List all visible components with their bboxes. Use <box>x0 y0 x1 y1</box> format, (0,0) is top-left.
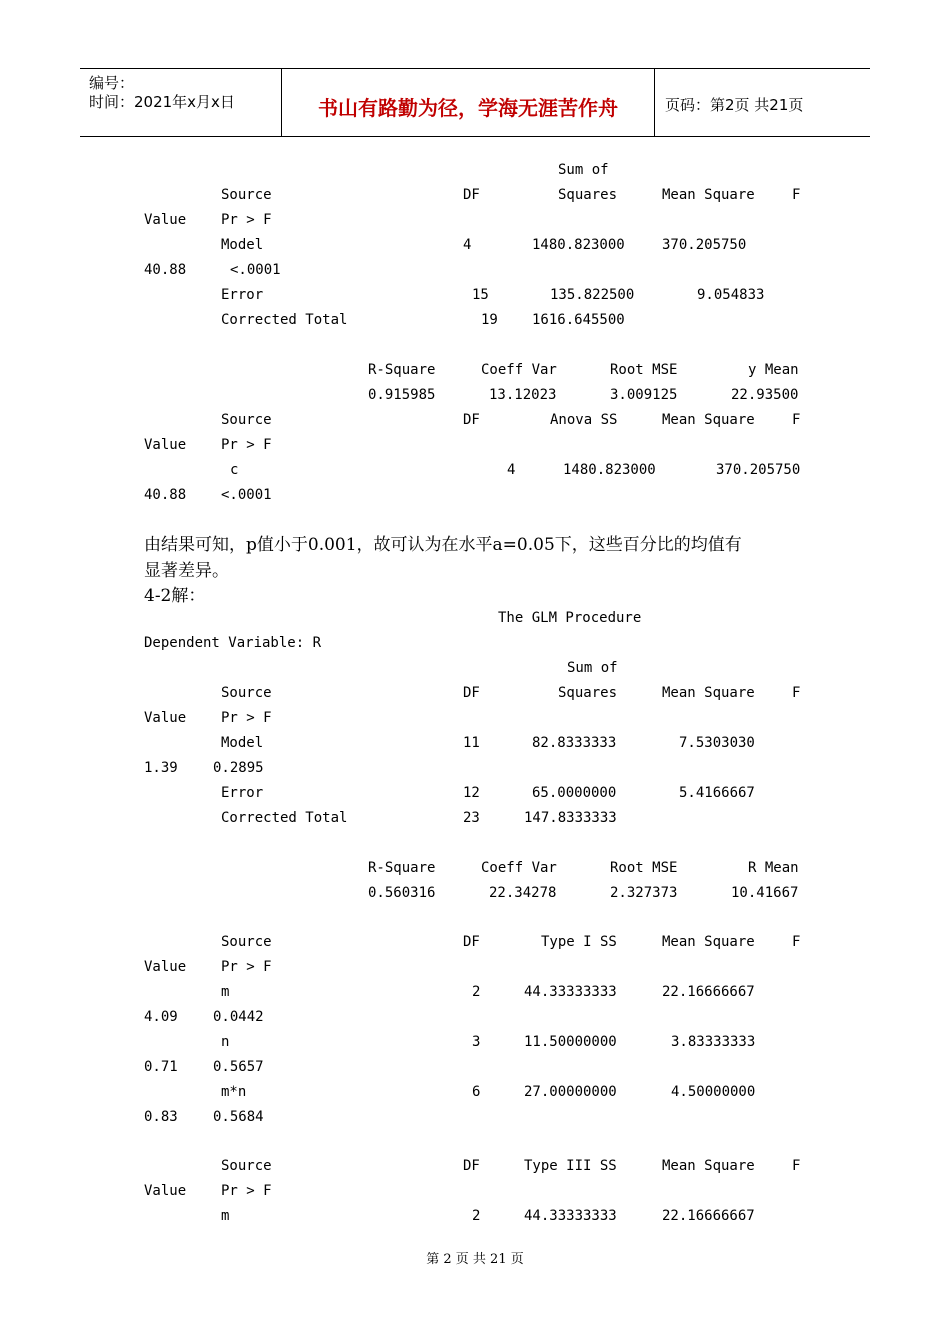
glm-fit-rmse-header: Root MSE <box>610 860 678 876</box>
type1-row-m-label: m <box>221 984 230 1000</box>
type1-source-header: Source <box>221 934 272 950</box>
row-c-df: 4 <box>507 462 516 478</box>
type3-row-m-df: 2 <box>472 1208 481 1224</box>
row-c-ss: 1480.823000 <box>563 462 656 478</box>
type3-f-header: F <box>792 1158 801 1174</box>
col-prf-header: Pr > F <box>221 212 272 228</box>
header-right-cell <box>655 69 870 136</box>
row-error-ss: 135.822500 <box>550 287 635 303</box>
col-source-header: Source <box>221 187 272 203</box>
glm-fit-mean-header: R Mean <box>748 860 799 876</box>
glm-row-error-ms: 5.4166667 <box>679 785 755 801</box>
anova-ss-prf-header: Pr > F <box>221 437 272 453</box>
glm-row-error-df: 12 <box>463 785 480 801</box>
type3-row-m-label: m <box>221 1208 230 1224</box>
type1-df-header: DF <box>463 934 480 950</box>
glm-row-total-df: 23 <box>463 810 480 826</box>
page-header <box>80 68 870 137</box>
fit-mean-header: y Mean <box>748 362 799 378</box>
row-c-p: <.0001 <box>221 487 272 503</box>
type1-row-mn-df: 6 <box>472 1084 481 1100</box>
anova-ss-f-header: F <box>792 412 801 428</box>
glm-row-model-ss: 82.8333333 <box>532 735 617 751</box>
glm-fit-cv-value: 22.34278 <box>489 885 557 901</box>
type1-row-mn-p: 0.5684 <box>213 1109 264 1125</box>
type1-value-header: Value <box>144 959 187 975</box>
glm-row-total-ss: 147.8333333 <box>524 810 617 826</box>
glm-row-model-f: 1.39 <box>144 760 178 776</box>
col-df-header: DF <box>463 187 480 203</box>
glm-col-f-header: F <box>792 685 801 701</box>
col-f-header: F <box>792 187 801 203</box>
glm-col-squares-header: Squares <box>558 685 618 701</box>
row-c-label: c <box>230 462 239 478</box>
glm-fit-cv-header: Coeff Var <box>481 860 557 876</box>
type1-row-mn-ms: 4.50000000 <box>671 1084 756 1100</box>
type1-row-n-label: n <box>221 1034 230 1050</box>
glm-fit-rmse-value: 2.327373 <box>610 885 678 901</box>
type1-row-m-p: 0.0442 <box>213 1009 264 1025</box>
col-mean-square-header: Mean Square <box>662 187 755 203</box>
fit-mean-value: 22.93500 <box>731 387 799 403</box>
row-error-label: Error <box>221 287 264 303</box>
page-footer: 第 2 页 共 21 页 <box>426 1252 524 1267</box>
type1-row-mn-f: 0.83 <box>144 1109 178 1125</box>
type1-prf-header: Pr > F <box>221 959 272 975</box>
glm-row-error-ss: 65.0000000 <box>532 785 617 801</box>
glm-col-value-header: Value <box>144 710 187 726</box>
anova-ss-ms-header: Mean Square <box>662 412 755 428</box>
row-model-ms: 370.205750 <box>662 237 747 253</box>
fit-rmse-header: Root MSE <box>610 362 678 378</box>
glm-col-source-header: Source <box>221 685 272 701</box>
col-value-header: Value <box>144 212 187 228</box>
type1-ss-header: Type I SS <box>541 934 617 950</box>
anova-ss-df-header: DF <box>463 412 480 428</box>
type1-row-m-f: 4.09 <box>144 1009 178 1025</box>
row-total-ss: 1616.645500 <box>532 312 625 328</box>
type1-row-m-ms: 22.16666667 <box>662 984 755 1000</box>
row-model-label: Model <box>221 237 264 253</box>
glm-sum-of-header: Sum of <box>567 660 618 676</box>
glm-dependent-variable: Dependent Variable: R <box>144 635 322 651</box>
glm-col-prf-header: Pr > F <box>221 710 272 726</box>
conclusion-line-2: 显著差异。 <box>144 561 229 581</box>
glm-row-total-label: Corrected Total <box>221 810 348 826</box>
row-model-ss: 1480.823000 <box>532 237 625 253</box>
glm-row-model-p: 0.2895 <box>213 760 264 776</box>
glm-row-error-label: Error <box>221 785 264 801</box>
anova-ss-source-header: Source <box>221 412 272 428</box>
anova-ss-value-header: Value <box>144 437 187 453</box>
header-motto: 书山有路勤为径，学海无涯苦作舟 <box>318 96 618 120</box>
type1-row-n-ms: 3.83333333 <box>671 1034 756 1050</box>
row-error-df: 15 <box>472 287 489 303</box>
row-c-f: 40.88 <box>144 487 187 503</box>
row-total-df: 19 <box>481 312 498 328</box>
row-model-f: 40.88 <box>144 262 187 278</box>
type1-row-n-f: 0.71 <box>144 1059 178 1075</box>
type3-source-header: Source <box>221 1158 272 1174</box>
type3-row-m-ss: 44.33333333 <box>524 1208 617 1224</box>
conclusion-line-1: 由结果可知，p值小于0.001，故可认为在水平a=0.05下，这些百分比的均值有 <box>144 535 742 555</box>
fit-rmse-value: 3.009125 <box>610 387 678 403</box>
glm-col-mean-square-header: Mean Square <box>662 685 755 701</box>
anova-ss-header: Anova SS <box>550 412 618 428</box>
glm-fit-rsq-value: 0.560316 <box>368 885 436 901</box>
row-total-label: Corrected Total <box>221 312 348 328</box>
type1-row-n-ss: 11.50000000 <box>524 1034 617 1050</box>
header-page-label: 页码：第2页 共21页 <box>665 96 804 114</box>
type1-ms-header: Mean Square <box>662 934 755 950</box>
glm-fit-rsq-header: R-Square <box>368 860 436 876</box>
row-model-df: 4 <box>463 237 472 253</box>
type1-row-mn-label: m*n <box>221 1084 247 1100</box>
type1-row-n-p: 0.5657 <box>213 1059 264 1075</box>
glm-row-model-ms: 7.5303030 <box>679 735 755 751</box>
row-error-ms: 9.054833 <box>697 287 765 303</box>
fit-cv-value: 13.12023 <box>489 387 557 403</box>
row-c-ms: 370.205750 <box>716 462 801 478</box>
type3-ms-header: Mean Square <box>662 1158 755 1174</box>
type3-df-header: DF <box>463 1158 480 1174</box>
problem-heading: 4-2解： <box>144 586 206 606</box>
type1-row-m-df: 2 <box>472 984 481 1000</box>
row-model-p: <.0001 <box>230 262 281 278</box>
type3-value-header: Value <box>144 1183 187 1199</box>
col-squares-header: Squares <box>558 187 618 203</box>
type1-row-mn-ss: 27.00000000 <box>524 1084 617 1100</box>
type3-row-m-ms: 22.16666667 <box>662 1208 755 1224</box>
glm-title: The GLM Procedure <box>498 610 642 626</box>
type1-row-m-ss: 44.33333333 <box>524 984 617 1000</box>
header-left-cell <box>80 69 282 136</box>
doc-number-label: 编号： <box>89 74 135 92</box>
fit-rsq-value: 0.915985 <box>368 387 436 403</box>
glm-row-model-df: 11 <box>463 735 480 751</box>
fit-rsq-header: R-Square <box>368 362 436 378</box>
doc-date-label: 时间：2021年x月x日 <box>89 93 235 111</box>
sum-of-header: Sum of <box>558 162 609 178</box>
type3-prf-header: Pr > F <box>221 1183 272 1199</box>
glm-col-df-header: DF <box>463 685 480 701</box>
header-motto-cell <box>282 69 655 136</box>
glm-fit-mean-value: 10.41667 <box>731 885 799 901</box>
fit-cv-header: Coeff Var <box>481 362 557 378</box>
type3-ss-header: Type III SS <box>524 1158 617 1174</box>
type1-row-n-df: 3 <box>472 1034 481 1050</box>
glm-row-model-label: Model <box>221 735 264 751</box>
type1-f-header: F <box>792 934 801 950</box>
